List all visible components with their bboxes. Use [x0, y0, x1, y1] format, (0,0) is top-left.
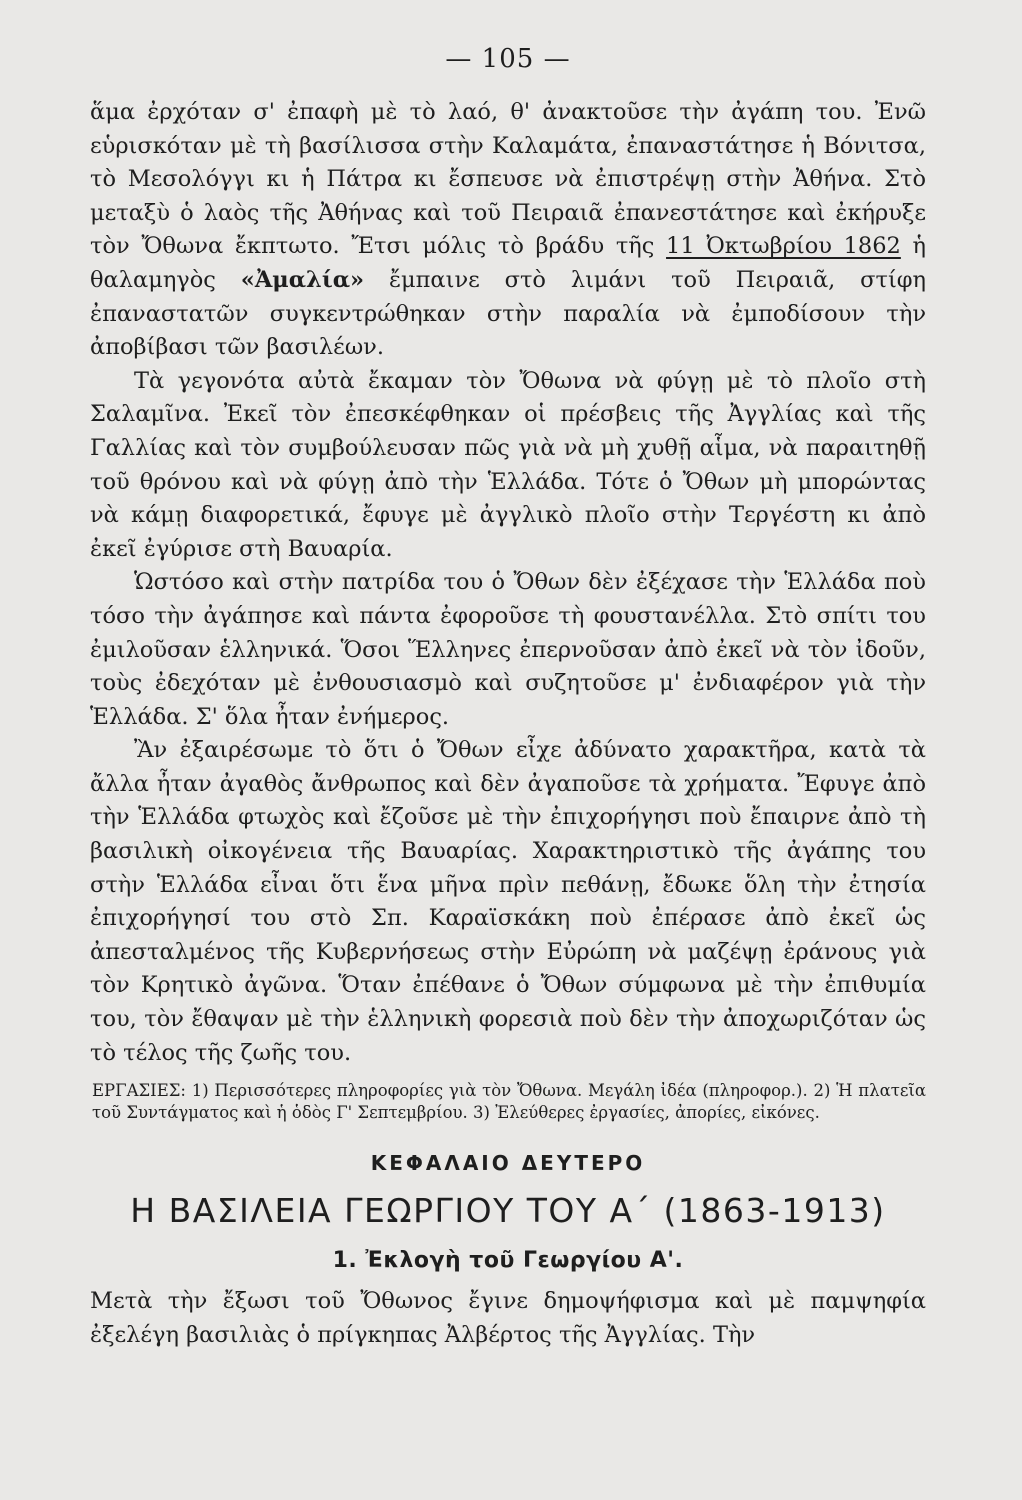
paragraph-1-part-b: ἡ θαλαμηγὸς	[90, 233, 927, 293]
closing-text	[90, 1285, 926, 1352]
closing-paragraph: Μετὰ τὴν ἔξωσι τοῦ Ὄθωνος ἔγινε δημοψήφισμα καὶ μὲ παμψηφία ἐξελέγη βασιλιὰς ὁ πρίγκηπας Ἀλβέρτος τῆς Ἀγγλίας. Τὴν	[90, 1288, 926, 1348]
paragraph-4: Ἂν ἐξαιρέσωμε τὸ ὅτι ὁ Ὄθων εἶχε ἀδύνατο χαρακτῆρα, κατὰ τὰ ἄλλα ἦταν ἀγαθὸς ἄνθρωπος καὶ δὲν ἀγαποῦσε τὰ χρήματα. Ἔφυγε ἀπὸ τὴν Ἑλλάδα φτωχὸς καὶ ἔζοῦσε μὲ τὴν ἐπιχορήγησι ποὺ ἔπαιρνε ἀπὸ τὴ βασιλικὴ οἰκογένεια τῆς Βαυαρίας. Χαρακτηριστικὸ τῆς ἀγάπης του στὴν Ἑλλάδα εἶναι ὅτι ἕνα μῆνα πρὶν πεθάνῃ, ἔδωκε ὅλη τὴν ἐτησία ἐπιχορήγησί του στὸ Σπ. Καραϊσκάκη ποὺ ἐπέρασε ἀπὸ ἐκεῖ ὡς ἀπεσταλμένος τῆς Κυβερνήσεως στὴν Εὐρώπη νὰ μαζέψῃ ἐράνους γιὰ τὸν Κρητικὸ ἀγῶνα. Ὅταν ἐπέθανε ὁ Ὄθων σύμφωνα μὲ τὴν ἐπιθυμία του, τὸν ἔθαψαν μὲ τὴν ἑλληνικὴ φορεσιὰ ποὺ δὲν τὴν ἀποχωριζόταν ὡς τὸ τέλος τῆς ζωῆς του.	[90, 737, 926, 1066]
paragraph-3: Ὡστόσο καὶ στὴν πατρίδα του ὁ Ὄθων δὲν ἐξέχασε τὴν Ἑλλάδα ποὺ τόσο τὴν ἀγάπησε καὶ πάντα ἐφοροῦσε τὴ φουστανέλλα. Στὸ σπίτι του ἐμιλοῦσαν ἑλληνικά. Ὅσοι Ἕλληνες ἐπερνοῦσαν ἀπὸ ἐκεῖ νὰ τὸν ἰδοῦν, τοὺς ἐδεχόταν μὲ ἐνθουσιασμὸ καὶ συζητοῦσε μ' ἐνδιαφέρον γιὰ τὴν Ἑλλάδα. Σ' ὅλα ἦταν ἐνήμερος.	[90, 569, 926, 730]
chapter-title: Η ΒΑΣΙΛΕΙΑ ΓΕΩΡΓΙΟΥ ΤΟΥ Α΄ (1863-1913)	[130, 1191, 886, 1231]
date-underlined: 11 Ὀκτωβρίου 1862	[666, 233, 901, 260]
exercises-note: ΕΡΓΑΣΙΕΣ: 1) Περισσότερες πληροφορίες γιὰ τὸν Ὄθωνα. Μεγάλη ἰδέα (πληροφορ.). 2) Ἡ πλατεῖα τοῦ Συντάγματος καὶ ἡ ὁδὸς Γ' Σεπτεμβρίου. 3) Ἐλεύθερες ἐργασίες, ἀπορίες, εἰκόνες.	[92, 1081, 926, 1122]
page-number: — 105 —	[445, 44, 571, 74]
paragraph-1-part-a: ἅμα ἐρχόταν σ' ἐπαφὴ μὲ τὸ λαό, θ' ἀνακτοῦσε τὴν ἀγάπη του. Ἐνῶ εὑρισκόταν μὲ τὴ βασίλισσα στὴν Καλαμάτα, ἐπαναστάτησε ἡ Βόνιτσα, τὸ Μεσολόγγι κι ἡ Πάτρα κι ἔσπευσε νὰ ἐπιστρέψῃ στὴν Ἀθήνα. Στὸ μεταξὺ ὁ λαὸς τῆς Ἀθήνας καὶ τοῦ Πειραιᾶ ἐπανεστάτησε καὶ ἐκήρυξε τὸν Ὄθωνα ἔκπτωτο. Ἔτσι μόλις τὸ βράδυ τῆς	[90, 99, 926, 260]
paragraph-2: Τὰ γεγονότα αὐτὰ ἔκαμαν τὸν Ὄθωνα νὰ φύγῃ μὲ τὸ πλοῖο στὴ Σαλαμῖνα. Ἐκεῖ τὸν ἐπεσκέφθηκαν οἱ πρέσβεις τῆς Ἀγγλίας καὶ τῆς Γαλλίας καὶ τὸν συμβούλευσαν πῶς γιὰ νὰ μὴ χυθῇ αἷμα, νὰ παραιτηθῇ τοῦ θρόνου καὶ νὰ φύγῃ ἀπὸ τὴν Ἑλλάδα. Τότε ὁ Ὄθων μὴ μπορώντας νὰ κάμῃ διαφορετικά, ἔφυγε μὲ ἀγγλικὸ πλοῖο στὴν Τεργέστη κι ἀπὸ ἐκεῖ ἐγύρισε στὴ Βαυαρία.	[90, 367, 926, 562]
chapter-label: ΚΕΦΑΛΑΙΟ ΔΕΥΤΕΡΟ	[370, 1151, 646, 1176]
ship-name: «Ἀμαλία»	[240, 266, 365, 293]
section-title: 1. Ἐκλογὴ τοῦ Γεωργίου Α'.	[332, 1248, 684, 1274]
paragraph-1	[90, 96, 926, 365]
main-text	[90, 96, 926, 1070]
paragraph-1-part-c: ἔμπαινε στὸ λιμάνι τοῦ Πειραιᾶ, στίφη ἐπαναστατῶν συγκεντρώθηκαν στὴν παραλία νὰ ἐμποδίσουν τὴν ἀποβίβασι τῶν βασιλέων.	[90, 266, 926, 361]
